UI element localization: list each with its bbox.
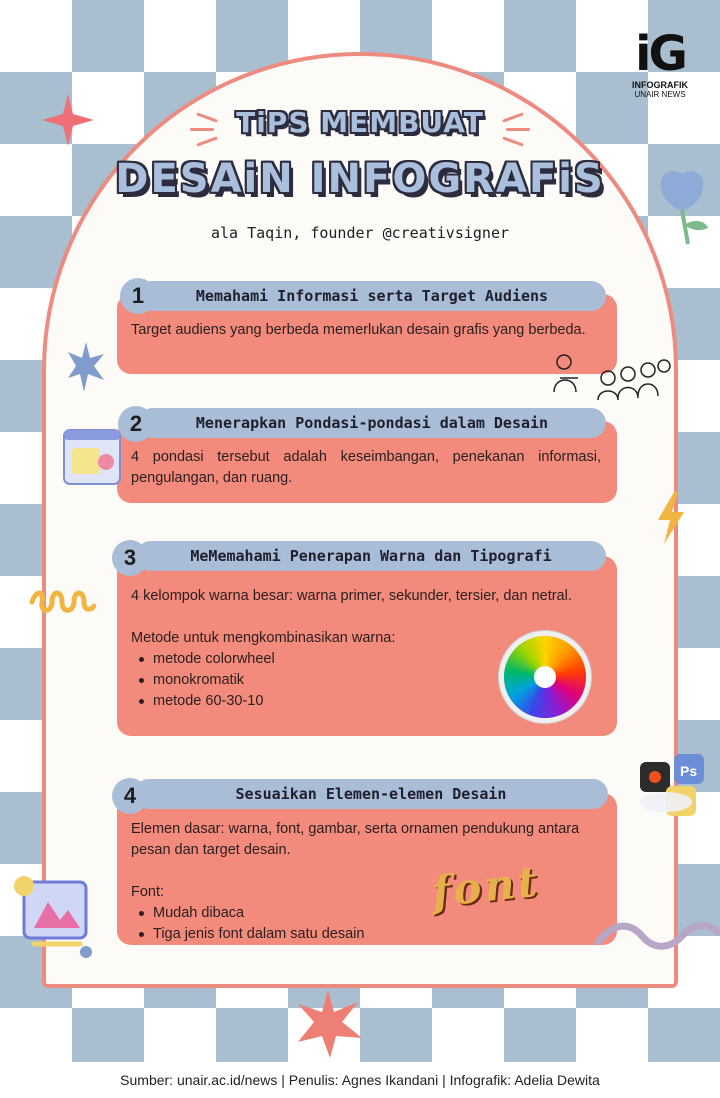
tip-4-body	[117, 793, 617, 945]
tip-4-text2: Font:	[131, 884, 165, 900]
tip-4-text: Elemen dasar: warna, font, gambar, serta ornamen pendukung antara pesan dan target desain.	[131, 821, 580, 858]
tip-3-bullet-1: metode colorwheel	[131, 649, 601, 670]
squiggle-icon	[28, 586, 96, 616]
tip-1-text: Target audiens yang berbeda memerlukan desain grafis yang berbeda.	[131, 322, 586, 338]
infografik-logo	[620, 28, 700, 108]
tip-4-number: 4	[112, 778, 148, 814]
title-main: DESAiN INFOGRAFiS	[115, 156, 605, 202]
pink-star-icon	[40, 92, 96, 148]
tip-3-number: 3	[112, 540, 148, 576]
tip-1-number: 1	[120, 278, 156, 314]
logo-line1: INFOGRAFIK	[632, 80, 688, 90]
colorwheel-icon	[504, 636, 586, 718]
tip-4-bullet-2: Tiga jenis font dalam satu desain	[131, 924, 601, 945]
tip-3-text2: Metode untuk mengkombinasikan warna:	[131, 630, 396, 646]
lightning-icon	[654, 490, 688, 546]
people-doodle-icon	[548, 352, 674, 402]
app-logos-icon	[636, 752, 714, 822]
footer-credits: Sumber: unair.ac.id/news | Penulis: Agnes Ikandani | Infografik: Adelia Dewita	[120, 1072, 600, 1088]
blue-splat-icon	[66, 340, 106, 394]
tip-2-heading: Menerapkan Pondasi-pondasi dalam Desain	[138, 408, 606, 438]
tip-4-bullet-1: Mudah dibaca	[131, 903, 601, 924]
tip-3-heading: MeMemahami Penerapan Warna dan Tipografi	[136, 541, 606, 571]
title-top: TiPS MEMBUAT	[236, 106, 484, 139]
logo-mark: iG	[635, 26, 685, 82]
svg-text:Ps: Ps	[680, 763, 698, 779]
logo-line2: UNAIR NEWS	[634, 90, 686, 99]
tip-4-heading: Sesuaikan Elemen-elemen Desain	[134, 779, 608, 809]
tip-3-text: 4 kelompok warna besar: warna primer, sekunder, tersier, dan netral.	[131, 588, 572, 604]
tip-3-bullet-3: metode 60-30-10	[131, 691, 601, 712]
font-word-art: font	[429, 856, 543, 917]
tip-2-number: 2	[118, 406, 154, 442]
tip-2-text: 4 pondasi tersebut adalah keseimbangan, penekanan informasi, pengulangan, dan ruang.	[131, 449, 601, 486]
blue-flower-icon	[650, 166, 714, 246]
tip-3-spacer	[131, 607, 601, 628]
wavy-line-icon	[594, 916, 720, 956]
coral-star-icon	[292, 988, 364, 1060]
subtitle: ala Taqin, founder @creativsigner	[210, 224, 509, 242]
chart-window-icon	[62, 428, 122, 486]
tip-3-bullet-2: monokromatik	[131, 670, 601, 691]
image-card-icon	[10, 872, 92, 962]
tip-1-heading: Memahami Informasi serta Target Audiens	[138, 281, 606, 311]
tip-4-bullets	[131, 903, 601, 945]
